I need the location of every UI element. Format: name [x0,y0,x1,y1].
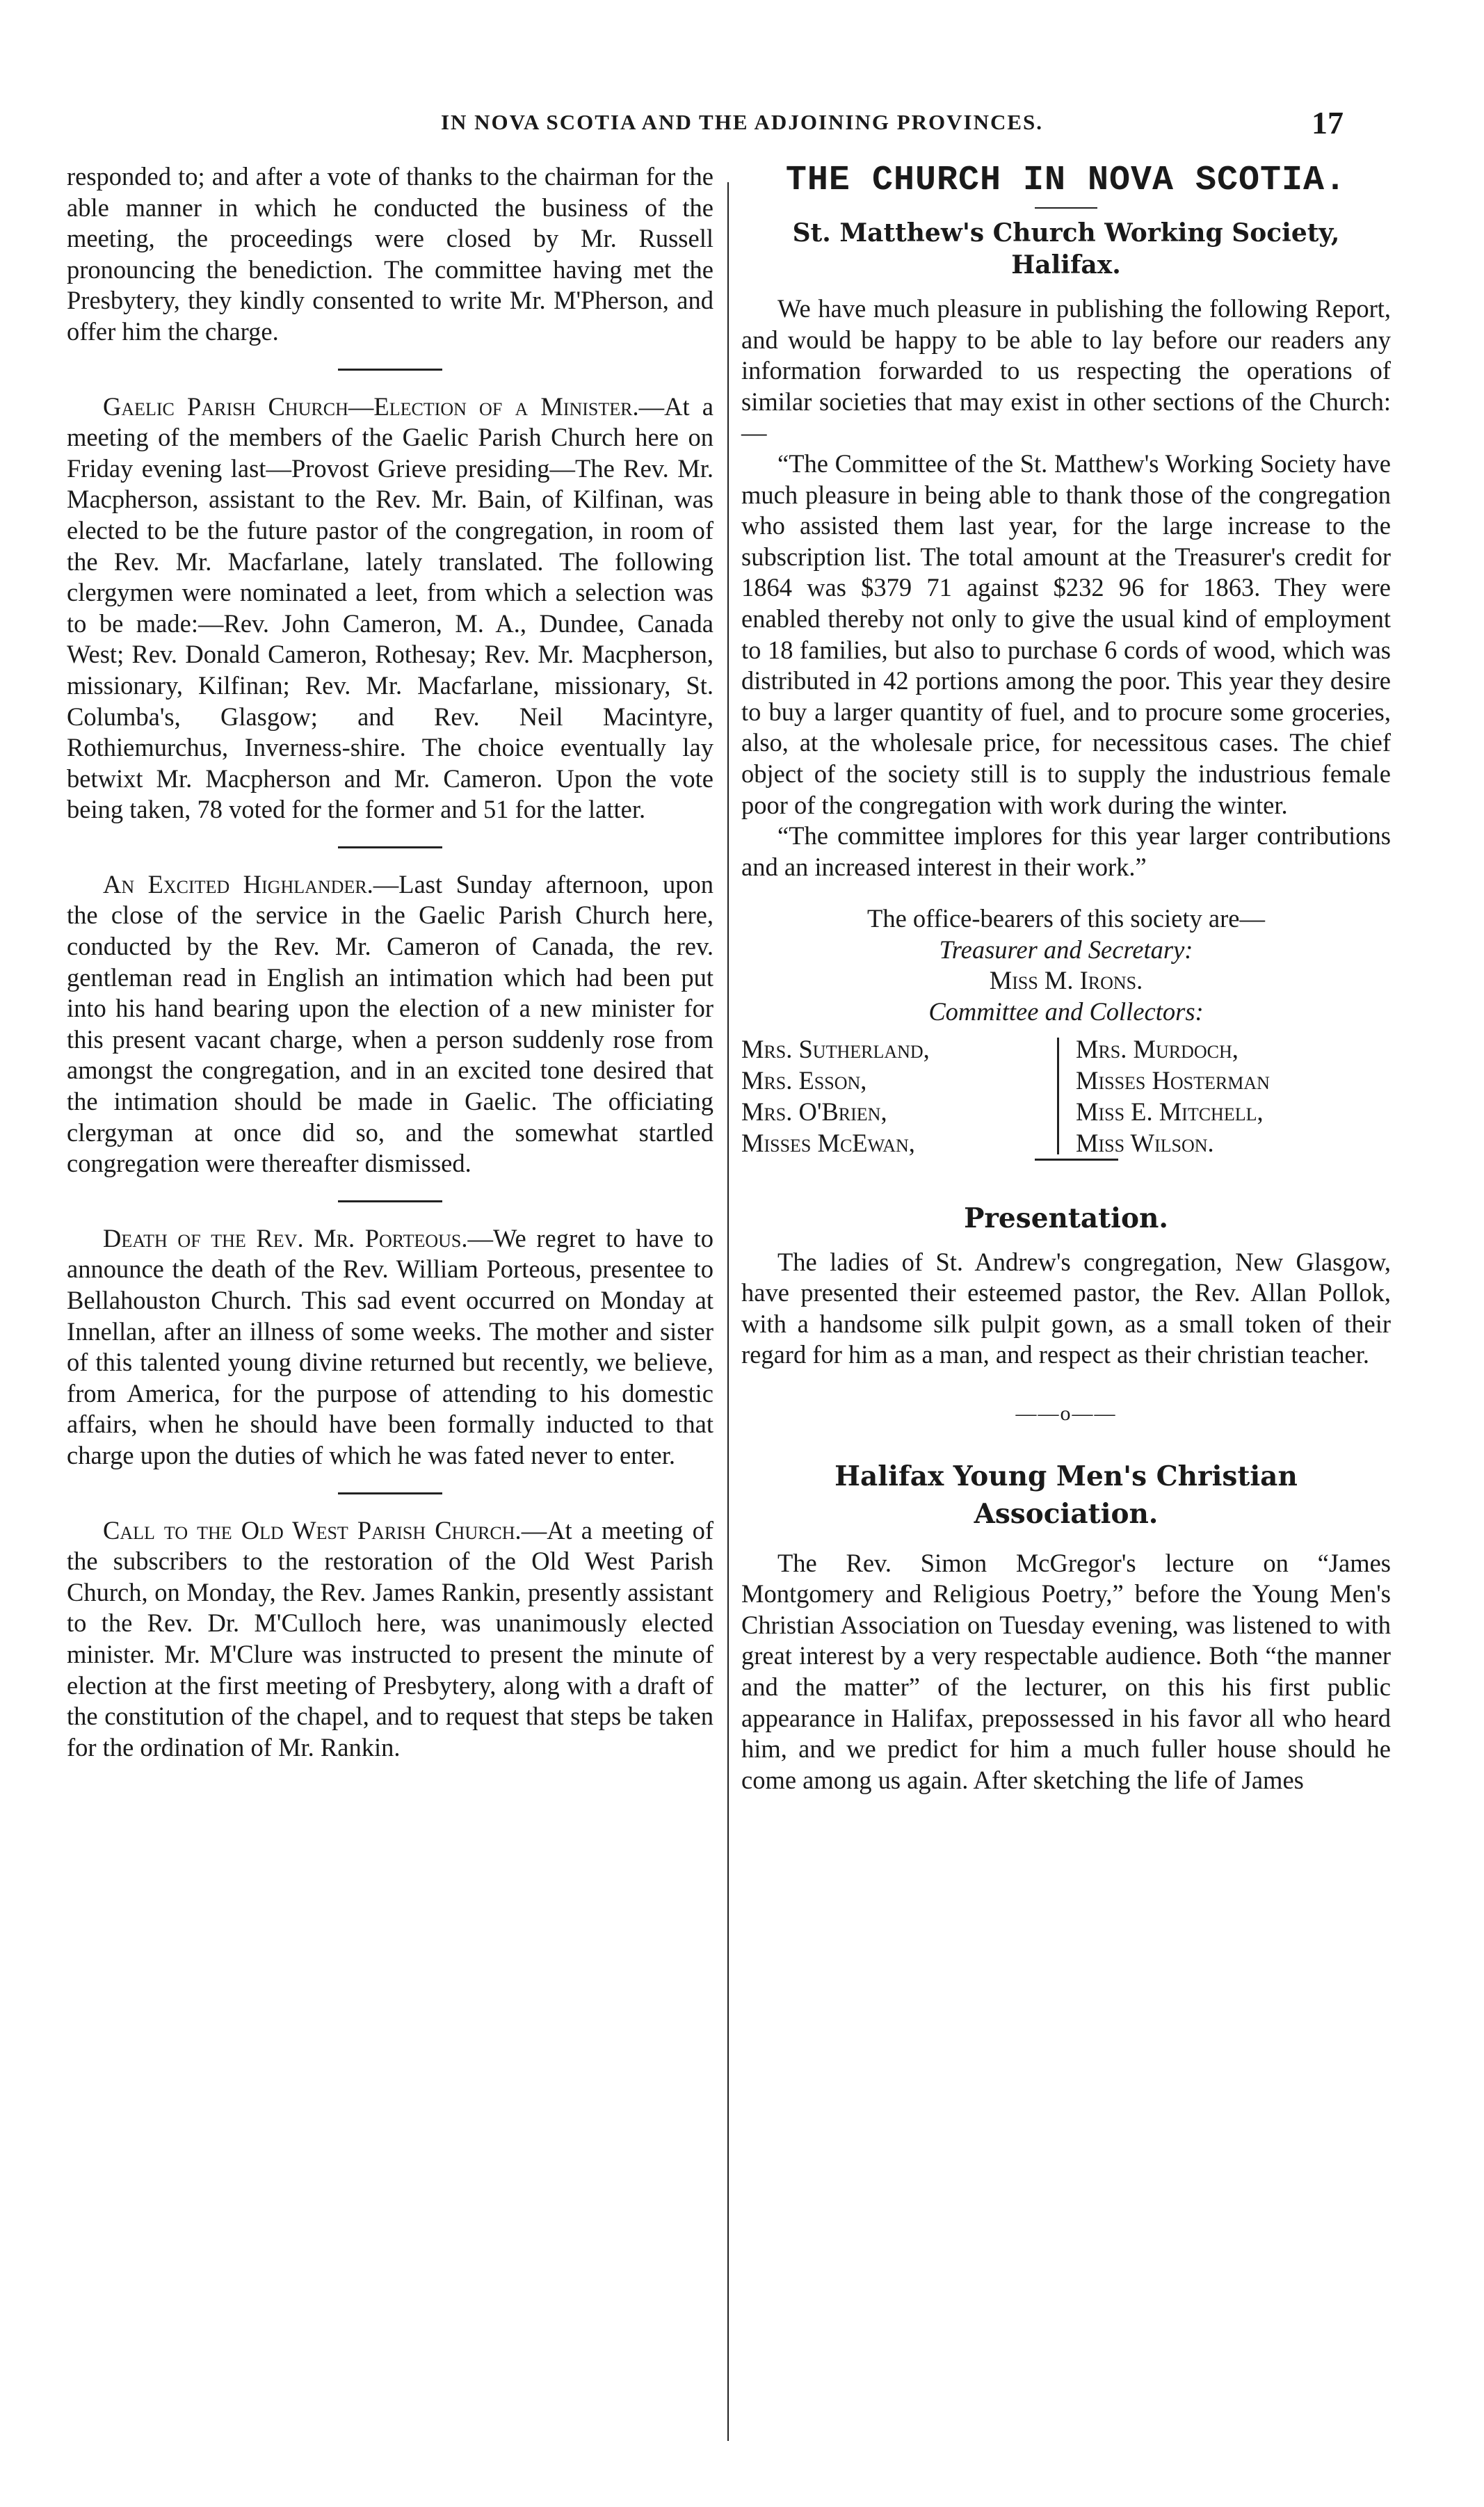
article-death-porteous [67,1223,713,1472]
column-divider [727,182,729,2441]
article-title: Death of the Rev. Mr. Porteous. [103,1223,468,1252]
committee-member: Miss E. Mitchell, [1076,1097,1264,1126]
running-head: IN NOVA SCOTIA AND THE ADJOINING PROVINCES. [440,110,1044,134]
article-body: —At a meeting of the members of the Gaelic Parish Church here on Friday evening last—Provost Grieve presiding—The Rev. Mr. Macpherson, assistant to the Rev. Mr. Bain, of Kilfinan, was elected to be the future pastor of the congregation, in room of the Rev. Mr. Macfarlane, lately translated. The following clergymen were nominated a leet, from which a selection was to be made:—Rev. John Cameron, M. A., Dundee, Canada West; Rev. Donald Cameron, Rothesay; Rev. Mr. Macpherson, missionary, Kilfinan; Rev. Mr. Macfarlane, missionary, St. Columba's, Glasgow; and Rev. Neil Macintyre, Rothiemurchus, Inverness-shire. The choice eventually lay betwixt Mr. Macpherson and Mr. Cameron. Upon the vote being taken, 78 voted for the former and 51 for the latter. [67,392,713,824]
section-rule [338,1492,442,1494]
committee-member: Mrs. Esson, [741,1065,867,1095]
committee-rule [1035,1159,1118,1161]
committee-divider [1057,1038,1059,1154]
article-body: —Last Sunday afternoon, upon the close of the service in the Gaelic Parish Church here, conducted by the Rev. Mr. Cameron of Canada, the rev. gentleman read in English an intimation which had been put into his hand bearing upon the election of a new minister for this present vacant charge, when a person suddenly rose from amongst the congregation, and in an excited tone desired that the intimation should be made in Gaelic. The officiating clergyman at once did so, and the somewhat startled congregation were thereafter dismissed. [67,869,713,1178]
committee-member: Misses Hosterman [1076,1065,1270,1095]
report-paragraph-1: “The Committee of the St. Matthew's Working Society have much pleasure in being able to thank those of the congregation who assisted them last year, for the large increase to the subscription list. The total amount at the Treasurer's credit for 1864 was $379 71 against $232 96 for 1863. They were enabled thereby not only to give the usual kind of employment to 18 families, but also to purchase 6 cords of wood, which was distributed in 42 portions among the poor. This year they desire to buy a larger quantity of fuel, and to procure some groceries, also, at the wholesale price, for necessitous cases. The chief object of the society still is to supply the industrious female poor of the congregation with work during the winter. [741,449,1391,819]
left-column [67,161,713,1763]
heading-rule [1035,207,1097,209]
right-column [741,161,1391,1796]
section-rule [338,846,442,848]
main-heading: THE CHURCH IN NOVA SCOTIA. [785,161,1347,200]
report-paragraph-2: “The committee implores for this year larger contributions and an increased interest in their work.” [741,821,1391,881]
officers-intro: The office-bearers of this society are— [867,904,1265,933]
article-body: —We regret to have to announce the death of the Rev. William Porteous, presentee to Bellahouston Church. This sad event occurred on Monday at Innellan, after an illness of some weeks. The mother and sister of this talented young divine returned but recently, we believe, from America, for the purpose of attending to his domestic affairs, when he should have been formally inducted to that charge upon the duties of which he was fated never to enter. [67,1223,713,1469]
ymca-heading: Halifax Young Men's Christian Association. [834,1460,1298,1530]
committee-member: Misses McEwan, [741,1128,915,1157]
article-body: —At a meeting of the subscribers to the restoration of the Old West Parish Church, on Monday, the Rev. James Rankin, presently assistant to the Rev. Dr. M'Culloch here, was unanimously elected minister. Mr. M'Clure was instructed to present the minute of election at the first meeting of Presbytery, along with a draft of the constitution of the chapel, and to request that steps be taken for the ordination of Mr. Rankin. [67,1515,713,1762]
ymca-paragraph: The Rev. Simon McGregor's lecture on “James Montgomery and Religious Poetry,” before the Young Men's Christian Association on Tuesday evening, was listened to with great interest by a very respectable audience. Both “the manner and the matter” of the lecturer, on this his first public appearance in Halifax, prepossessed in his favor all who heard him, and we predict for him a much fuller house should he come among us again. After sketching the life of James [741,1548,1391,1794]
committee-member: Mrs. Murdoch, [1076,1034,1239,1063]
sub-heading: St. Matthew's Church Working Society, Halifax. [792,218,1340,280]
committee-member: Mrs. O'Brien, [741,1097,887,1126]
treasurer-name: Miss M. Irons. [989,966,1143,995]
article-gaelic-election [67,392,713,825]
article-call-old-west [67,1515,713,1764]
committee-member: Mrs. Sutherland, [741,1034,930,1063]
committee-list-right [1076,1033,1270,1159]
treasurer-label: Treasurer and Secretary: [939,935,1193,964]
committee-list-left [741,1033,1057,1159]
article-title: Gaelic Parish Church—Election of a Minister. [103,392,639,421]
committee-label: Committee and Collectors: [928,997,1204,1026]
section-rule [338,1200,442,1202]
page-number: 17 [1312,105,1344,140]
presentation-paragraph: The ladies of St. Andrew's congregation, New Glasgow, have presented their esteemed pastor, the Rev. Allan Pollok, with a handsome silk pulpit gown, as a small token of their regard for him as a man, and respect as their christian teacher. [741,1247,1391,1369]
article-excited-highlander [67,869,713,1179]
separator-ornament: ——o—— [1015,1402,1117,1426]
article-title: An Excited Highlander. [103,869,373,898]
page-header [0,104,1484,146]
section-rule [338,369,442,371]
committee-list [741,1033,1391,1159]
article-title: Call to the Old West Parish Church. [103,1515,522,1545]
presentation-heading: Presentation. [964,1202,1168,1234]
intro-paragraph: We have much pleasure in publishing the following Report, and would be happy to be able to lay before our readers any information forwarded to us respecting the operations of similar societies that may exist in other sections of the Church:— [741,294,1391,447]
committee-member: Miss Wilson. [1076,1128,1214,1157]
continuation-paragraph: responded to; and after a vote of thanks to the chairman for the able manner in which he conducted the business of the meeting, the proceedings were closed by Mr. Russell pronouncing the benediction. The committee having met the Presbytery, they kindly consented to write Mr. M'Pherson, and offer him the charge. [67,162,713,346]
